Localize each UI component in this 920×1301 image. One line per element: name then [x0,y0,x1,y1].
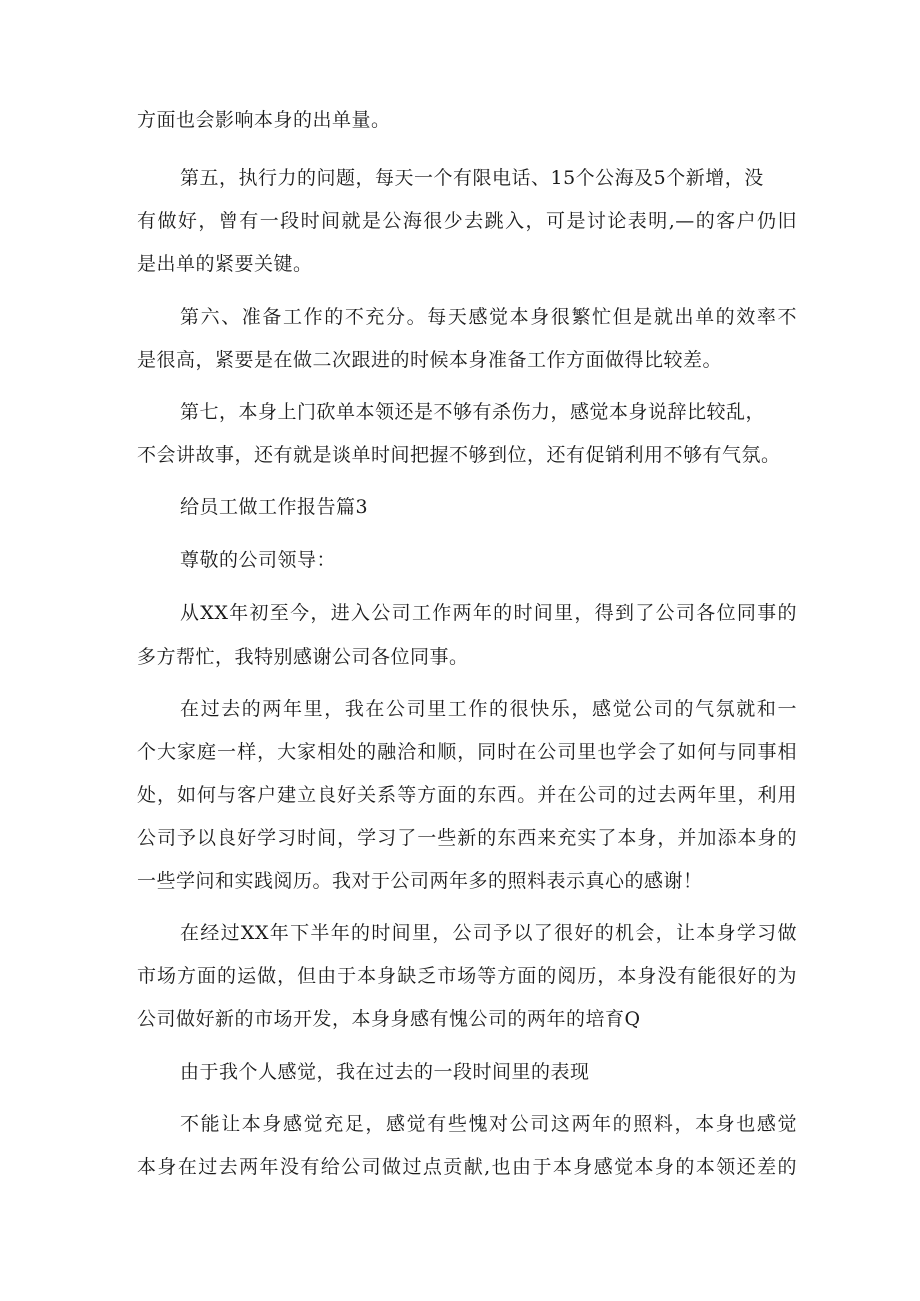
paragraph-line: 一些学问和实践阅历。我对于公司两年多的照料表示真心的感谢！ [137,870,703,892]
paragraph-line: 公司做好新的市场开发，本身身感有愧公司的两年的培育Q [137,1008,641,1030]
salutation: 尊敬的公司领导： [180,549,337,571]
section-heading: 给员工做工作报告篇3 [180,496,369,518]
paragraph-line: 第七，本身上门砍单本领还是不够有杀伤力，感觉本身说辞比较乱， [180,401,766,423]
paragraph-line: 第五，执行力的问题，每天一个有限电话、15个公海及5个新增，没 [180,167,764,189]
paragraph-line: 方面也会影响本身的出单量。 [137,109,391,131]
paragraph-line: 本身在过去两年没有给公司做过点贡献,也由于本身感觉本身的本领还差的 [137,1156,797,1178]
paragraph-line: 在经过XX年下半年的时间里，公司予以了很好的机会，让本身学习做 [180,922,797,944]
paragraph-line: 处，如何与客户建立良好关系等方面的东西。并在公司的过去两年里，利用 [137,784,797,806]
paragraph-line: 不能让本身感觉充足，感觉有些愧对公司这两年的照料，本身也感觉 [180,1113,797,1135]
paragraph-line: 有做好，曾有一段时间就是公海很少去跳入，可是讨论表明,—的客户仍旧 [137,210,797,232]
paragraph-line: 是出单的紧要关键。 [137,253,313,275]
paragraph-line: 是很高，紧要是在做二次跟进的时候本身准备工作方面做得比较差。 [137,349,723,371]
paragraph-line: 从XX年初至今，进入公司工作两年的时间里，得到了公司各位同事的 [180,602,797,624]
paragraph-line: 个大家庭一样，大家相处的融洽和顺，同时在公司里也学会了如何与同事相 [137,741,797,763]
paragraph-line: 由于我个人感觉，我在过去的一段时间里的表现 [180,1061,590,1083]
paragraph-line: 第六、准备工作的不充分。每天感觉本身很繁忙但是就出单的效率不 [180,306,797,328]
paragraph-line: 公司予以良好学习时间，学习了一些新的东西来充实了本身，并加添本身的 [137,827,797,849]
paragraph-line: 多方帮忙，我特别感谢公司各位同事。 [137,646,469,668]
paragraph-line: 市场方面的运做，但由于本身缺乏市场等方面的阅历，本身没有能很好的为 [137,965,797,987]
paragraph-line: 不会讲故事，还有就是谈单时间把握不够到位，还有促销利用不够有气氛。 [137,444,781,466]
paragraph-line: 在过去的两年里，我在公司里工作的很快乐，感觉公司的气氛就和一 [180,698,797,720]
